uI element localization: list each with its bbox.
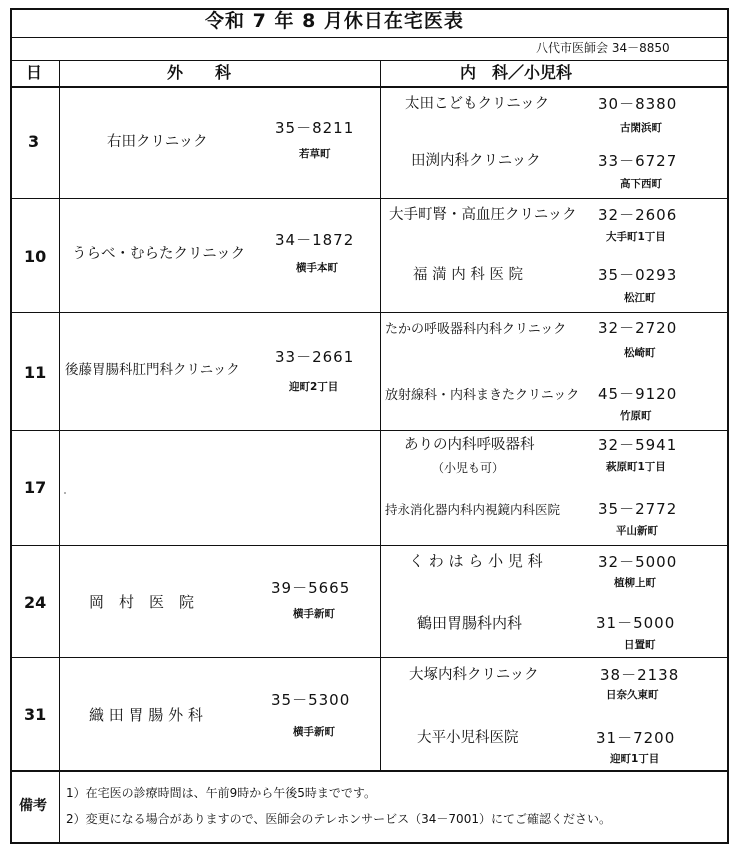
internal-clinic-phone: 31－7200 — [596, 729, 676, 747]
internal-clinic-address: 日奈久東町 — [606, 689, 659, 701]
header-day: 日 — [26, 63, 43, 82]
internal-clinic-name: 大手町腎・高血圧クリニック — [389, 207, 577, 223]
remarks-note: 2）変更になる場合がありますので、医師会のテレホンサービス（34－7001）にてご確認ください。 — [66, 812, 611, 826]
surgery-clinic-name: 右田クリニック — [107, 134, 208, 150]
remarks-note: 1）在宅医の診療時間は、午前9時から午後5時までです。 — [66, 786, 376, 800]
title-divider — [10, 37, 729, 38]
header-surgery: 外 科 — [167, 63, 232, 82]
day-number: 31 — [24, 705, 47, 724]
surgery-clinic-address: 迎町2丁目 — [289, 381, 339, 393]
internal-clinic-phone: 45－9120 — [598, 385, 678, 403]
internal-clinic-address: 植柳上町 — [614, 577, 656, 589]
row-divider — [10, 430, 729, 431]
scan-speck — [64, 492, 66, 494]
internal-clinic-phone: 32－2720 — [598, 319, 678, 337]
internal-clinic-phone: 31－5000 — [596, 614, 676, 632]
internal-clinic-address: 松江町 — [624, 292, 656, 304]
surgery-clinic-name: 織 田 胃 腸 外 科 — [89, 706, 203, 724]
internal-clinic-name: 大平小児科医院 — [417, 730, 519, 746]
remarks-divider — [10, 770, 729, 772]
internal-clinic-note: （小児も可） — [432, 461, 505, 475]
internal-clinic-name: く わ は ら 小 児 科 — [409, 552, 543, 570]
surgery-clinic-name: うらべ・むらたクリニック — [72, 246, 246, 262]
surgery-clinic-address: 横手本町 — [296, 262, 338, 274]
internal-clinic-name: ありの内科呼吸器科 — [404, 437, 535, 453]
day-number: 17 — [24, 478, 47, 497]
surgery-clinic-address: 横手新町 — [293, 608, 335, 620]
internal-clinic-address: 松崎町 — [624, 347, 656, 359]
remarks-label: 備考 — [19, 798, 47, 814]
internal-clinic-address: 竹原町 — [620, 410, 652, 422]
internal-clinic-address: 平山新町 — [616, 525, 658, 537]
header-internal-pediatrics: 内 科／小児科 — [460, 63, 573, 82]
surgery-clinic-phone: 35－5300 — [271, 691, 351, 709]
surgery-clinic-address: 横手新町 — [293, 726, 335, 738]
internal-clinic-name: 太田こどもクリニック — [405, 96, 550, 112]
page-title: 令和 7 年 8 月休日在宅医表 — [205, 10, 464, 32]
day-number: 24 — [24, 593, 47, 612]
internal-clinic-name: 持永消化器内科内視鏡内科医院 — [385, 502, 561, 517]
internal-clinic-name: 田渕内科クリニック — [411, 153, 541, 169]
internal-clinic-phone: 38－2138 — [600, 666, 680, 684]
surgery-clinic-phone: 33－2661 — [275, 348, 355, 366]
surgery-clinic-phone: 34－1872 — [275, 231, 355, 249]
row-divider — [10, 198, 729, 199]
internal-clinic-address: 大手町1丁目 — [606, 231, 666, 243]
internal-clinic-phone: 32－5941 — [598, 436, 678, 454]
row-divider — [10, 312, 729, 313]
internal-clinic-address: 高下西町 — [620, 178, 662, 190]
internal-clinic-address: 古閑浜町 — [620, 122, 662, 134]
internal-clinic-name: 放射線科・内科まきたクリニック — [385, 388, 580, 403]
internal-clinic-phone: 32－5000 — [598, 553, 678, 571]
day-column-line — [59, 60, 60, 771]
surgery-clinic-name: 後藤胃腸科肛門科クリニック — [65, 362, 240, 378]
internal-clinic-name: 鶴田胃腸科内科 — [417, 614, 523, 632]
internal-clinic-name: たかの呼吸器科内科クリニック — [385, 322, 567, 337]
row-divider — [10, 657, 729, 658]
header-bottom-line — [10, 86, 729, 88]
internal-clinic-name: 大塚内科クリニック — [409, 667, 539, 683]
internal-clinic-phone: 35－0293 — [598, 266, 678, 284]
surgery-clinic-phone: 35－8211 — [275, 119, 355, 137]
surgery-clinic-address: 若草町 — [299, 148, 331, 160]
internal-clinic-address: 日置町 — [624, 639, 656, 651]
internal-clinic-address: 萩原町1丁目 — [606, 461, 666, 473]
surgery-clinic-phone: 39－5665 — [271, 579, 351, 597]
association-contact: 八代市医師会 34－8850 — [536, 41, 670, 55]
surgery-clinic-name: 岡 村 医 院 — [89, 593, 195, 611]
remarks-column-line — [59, 771, 60, 844]
day-number: 10 — [24, 247, 47, 266]
header-top-line — [10, 60, 729, 61]
internal-clinic-phone: 30－8380 — [598, 95, 678, 113]
internal-clinic-name: 福 満 内 科 医 院 — [413, 267, 524, 283]
internal-clinic-phone: 35－2772 — [598, 500, 678, 518]
internal-clinic-phone: 32－2606 — [598, 206, 678, 224]
internal-clinic-phone: 33－6727 — [598, 152, 678, 170]
section-column-line — [380, 60, 381, 771]
day-number: 11 — [24, 363, 47, 382]
day-number: 3 — [28, 132, 40, 151]
internal-clinic-address: 迎町1丁目 — [610, 753, 660, 765]
row-divider — [10, 545, 729, 546]
